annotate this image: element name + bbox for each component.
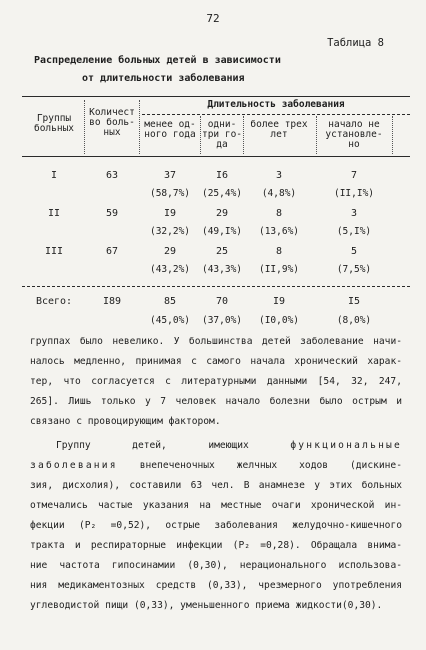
row-1-pct-4: (II,I%)	[333, 188, 375, 199]
row-1-pct-3: (4,8%)	[261, 188, 297, 199]
row-3-value-1: 29	[163, 246, 177, 257]
row-3-group: III	[44, 246, 64, 257]
total-pct-2: (37,0%)	[201, 315, 243, 326]
total-pct-3: (I0,0%)	[258, 315, 300, 326]
header-sub-3: более трех лет	[250, 119, 308, 140]
col-divider-5	[316, 116, 317, 154]
row-3-value-4: 5	[350, 246, 358, 257]
row-2-count: 59	[105, 208, 119, 219]
total-value-1: 85	[163, 296, 177, 307]
row-2-value-3: 8	[275, 208, 283, 219]
row-2-pct-1: (32,2%)	[149, 226, 191, 237]
col-divider-1	[84, 100, 85, 154]
col-divider-4	[243, 116, 244, 154]
row-2-pct-4: (5,I%)	[336, 226, 372, 237]
emphasis-functional: функциональные	[290, 440, 402, 451]
header-sub-1: менее од- ного года	[144, 119, 196, 140]
row-1-value-4: 7	[350, 170, 358, 181]
header-sub-2: одни- три го- да	[201, 119, 243, 150]
total-value-3: I9	[272, 296, 286, 307]
total-count: I89	[102, 296, 122, 307]
header-sub-4: начало не установле- но	[325, 119, 383, 150]
row-2-group: II	[47, 208, 61, 219]
paragraph-2-line: углеводистой пищи (0,33), уменьшенного приема жидкости(0,30).	[30, 600, 383, 611]
paragraph-2-line: отмечались частые указания на местные очаги хронической ин-	[30, 500, 402, 511]
row-1-pct-2: (25,4%)	[201, 188, 243, 199]
row-3-pct-2: (43,3%)	[201, 264, 243, 275]
paragraph-2-line: зия, дисхолия), составили 63 чел. В анамнезе у этих больных	[30, 480, 402, 491]
row-3-pct-4: (7,5%)	[336, 264, 372, 275]
paragraph-2-start: Группу детей, имеющих	[56, 440, 291, 451]
row-1-value-1: 37	[163, 170, 177, 181]
paragraph-2-line	[30, 456, 402, 476]
table-top-rule	[22, 96, 410, 97]
page-number: 72	[206, 12, 220, 25]
paragraph-1-line: тер, что согласуется с литературными данными [54, 32, 247,	[30, 376, 402, 387]
header-sub-rule	[142, 114, 410, 115]
row-1-value-2: I6	[215, 170, 229, 181]
row-2-value-4: 3	[350, 208, 358, 219]
row-1-pct-1: (58,7%)	[149, 188, 191, 199]
paragraph-1	[30, 332, 402, 432]
row-2-pct-3: (13,6%)	[258, 226, 300, 237]
total-pct-1: (45,0%)	[149, 315, 191, 326]
paragraph-2-line: фекции (P₂ =0,52), острые заболевания желудочно-кишечного	[30, 520, 402, 531]
header-bottom-rule	[22, 156, 410, 157]
paragraph-2-line: тракта и респираторные инфекции (P₂ =0,28). Обращала внима-	[30, 540, 402, 551]
paragraph-1-line: налось медленно, принимая с самого начала хронический харак-	[30, 356, 402, 367]
row-3-value-2: 25	[215, 246, 229, 257]
row-3-pct-1: (43,2%)	[149, 264, 191, 275]
total-pct-4: (8,0%)	[336, 315, 372, 326]
header-groups: Группы больных	[33, 113, 75, 134]
total-value-2: 70	[215, 296, 229, 307]
row-2-value-1: I9	[163, 208, 177, 219]
paragraph-2-line-2-end: внепеченочных желчных ходов (дискине-	[117, 460, 402, 471]
table-label: Таблица 8	[327, 37, 384, 49]
paragraph-2-line: ния медикаментозных средств (0,33), чрезмерного употребления	[30, 580, 402, 591]
paragraph-1-line: группах было невелико. У большинства детей заболевание начи-	[30, 336, 402, 347]
col-divider-3	[200, 116, 201, 154]
row-1-value-3: 3	[275, 170, 283, 181]
header-count: Количест во боль- ных	[89, 107, 135, 138]
total-label: Всего:	[35, 296, 73, 307]
row-3-count: 67	[105, 246, 119, 257]
col-divider-6	[392, 116, 393, 154]
total-rule	[22, 286, 410, 287]
emphasis-diseases: заболевания	[30, 460, 118, 471]
caption-line-1: Распределение больных детей в зависимости	[34, 55, 281, 66]
paragraph-2	[30, 436, 402, 616]
total-value-4: I5	[347, 296, 361, 307]
row-2-value-2: 29	[215, 208, 229, 219]
paragraph-2-line	[30, 436, 402, 456]
row-1-count: 63	[105, 170, 119, 181]
table-caption	[34, 52, 354, 88]
row-1-group: I	[50, 170, 58, 181]
row-3-value-3: 8	[275, 246, 283, 257]
paragraph-1-line: связано с провоцирующим фактором.	[30, 416, 221, 427]
row-2-pct-2: (49,I%)	[201, 226, 243, 237]
paragraph-1-line: 265]. Лишь только у 7 человек начало болезни было острым и	[30, 396, 402, 407]
col-divider-2	[139, 100, 140, 154]
caption-line-2: от длительности заболевания	[82, 73, 245, 84]
paragraph-2-line: ние частота гипосинамии (0,30), нерационального использова-	[30, 560, 402, 571]
row-3-pct-3: (II,9%)	[258, 264, 300, 275]
header-duration: Длительность заболевания	[207, 99, 345, 110]
